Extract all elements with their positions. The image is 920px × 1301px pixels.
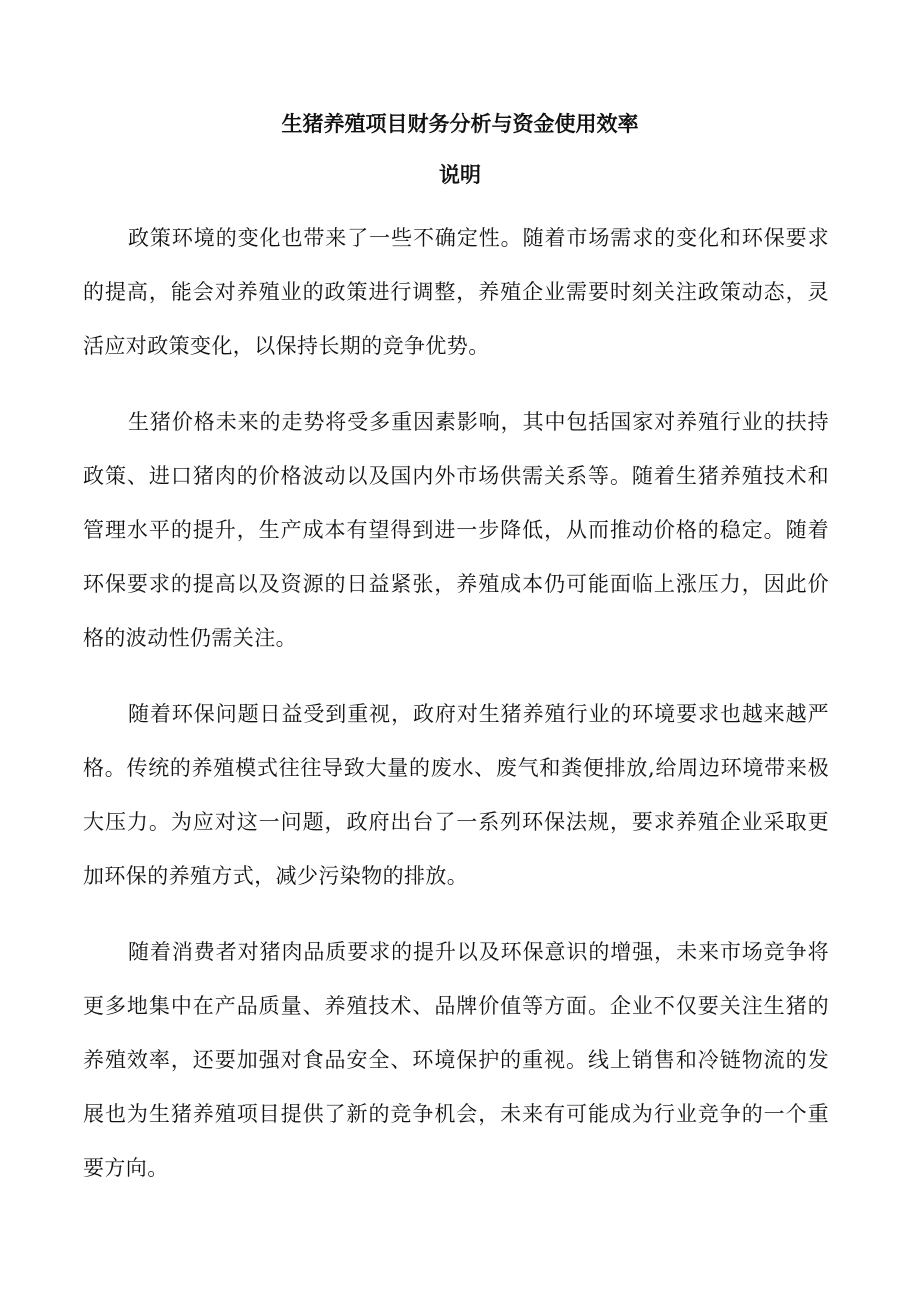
document-title: 生猪养殖项目财务分析与资金使用效率 xyxy=(281,112,639,136)
paragraph-policy-environment: 政策环境的变化也带来了一些不确定性。随着市场需求的变化和环保要求的提高，能会对养殖业的政策进行调整，养殖企业需要时刻关注政策动态，灵活应对政策变化，以保持长期的竞争优势。 xyxy=(83,226,829,358)
paragraph-environmental-regulation: 随着环保问题日益受到重视，政府对生猪养殖行业的环境要求也越来越严格。传统的养殖模式往往导致大量的废水、废气和粪便排放,给周边环境带来极大压力。为应对这一问题，政府出台了一系列环保法规，要求养殖企业采取更加环保的养殖方式，减少污染物的排放。 xyxy=(83,702,829,888)
document-body xyxy=(83,211,829,1217)
document-subtitle: 说明 xyxy=(439,163,481,187)
paragraph-market-competition: 随着消费者对猪肉品质要求的提升以及环保意识的增强，未来市场竞争将更多地集中在产品质量、养殖技术、品牌价值等方面。企业不仅要关注生猪的养殖效率，还要加强对食品安全、环境保护的重视。线上销售和冷链物流的发展也为生猪养殖项目提供了新的竞争机会，未来有可能成为行业竞争的一个重要方向。 xyxy=(83,940,829,1180)
paragraph-price-trend: 生猪价格未来的走势将受多重因素影响，其中包括国家对养殖行业的扶持政策、进口猪肉的价格波动以及国内外市场供需关系等。随着生猪养殖技术和管理水平的提升，生产成本有望得到进一步降低，从而推动价格的稳定。随着环保要求的提高以及资源的日益紧张，养殖成本仍可能面临上涨压力，因此价格的波动性仍需关注。 xyxy=(83,410,829,650)
